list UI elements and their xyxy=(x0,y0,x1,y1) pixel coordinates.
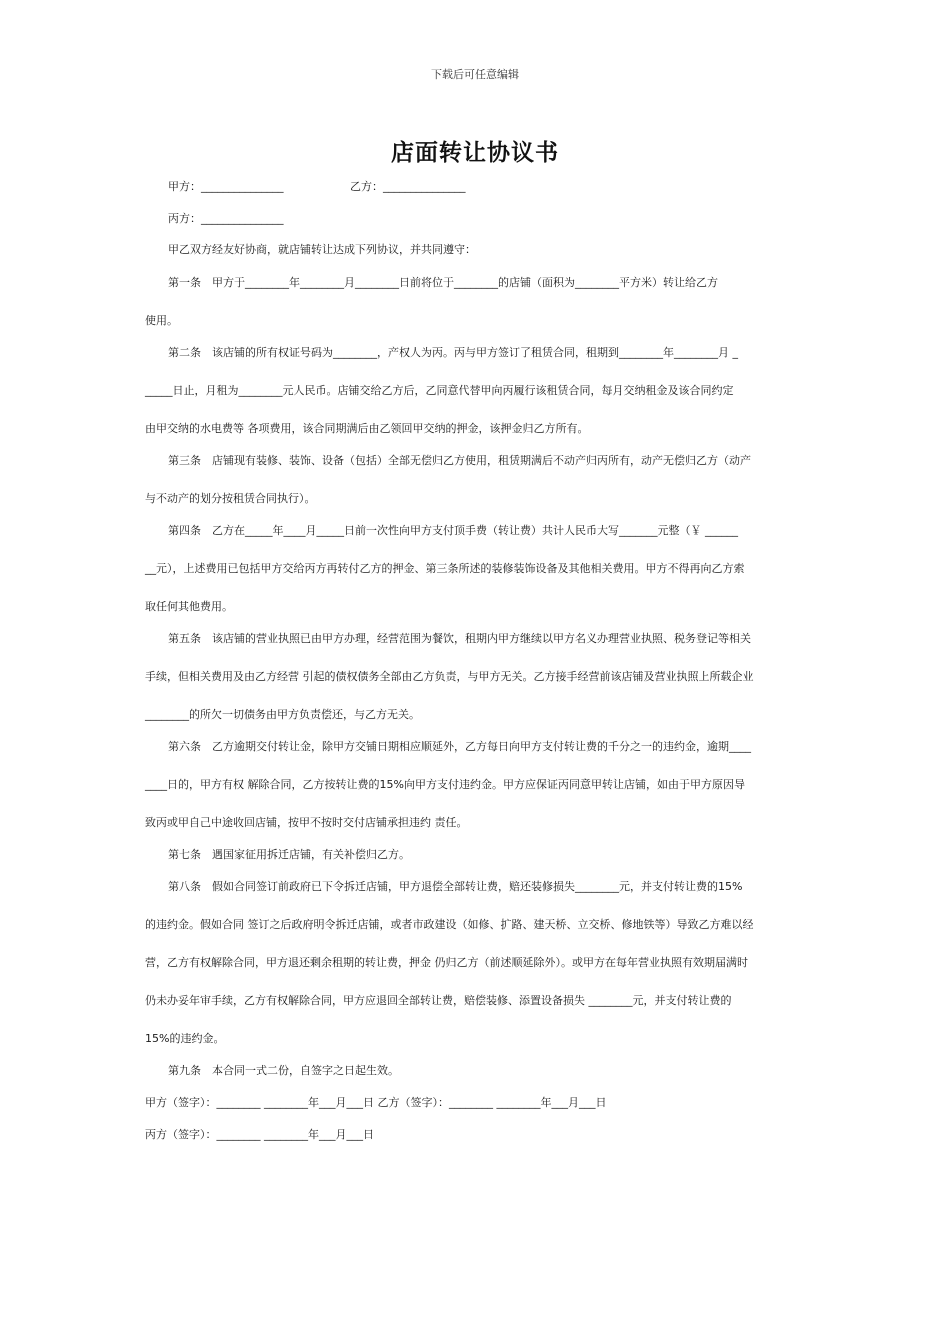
clause-4-line-2: __元），上述费用已包括甲方交给丙方再转付乙方的押金、第三条所述的装修装饰设备及其他相关费用。甲方不得再向乙方索 xyxy=(145,562,745,575)
clause-7: 第七条 遇国家征用拆迁店铺，有关补偿归乙方。 xyxy=(168,848,410,861)
clause-5-line-2: 手续，但相关费用及由乙方经营 引起的债权债务全部由乙方负责，与甲方无关。乙方接手经营前该店铺及营业执照上所载企业 xyxy=(145,670,754,683)
clause-8-line-2: 的违约金。假如合同 签订之后政府明令拆迁店铺，或者市政建设（如修、扩路、建天桥、立交桥、修地铁等）导致乙方难以经 xyxy=(145,918,754,931)
clause-6-line-3: 致丙或甲自己中途收回店铺，按甲不按时交付店铺承担违约 责任。 xyxy=(145,816,468,829)
clause-9: 第九条 本合同一式二份，自签字之日起生效。 xyxy=(168,1064,399,1077)
clause-5-line-3: ________的所欠一切债务由甲方负责偿还，与乙方无关。 xyxy=(145,708,420,721)
clause-1-line-1: 第一条 甲方于________年________月________日前将位于________的店铺（面积为________平方米）转让给乙方 xyxy=(168,276,718,289)
clause-4-line-3: 取任何其他费用。 xyxy=(145,600,233,613)
preamble: 甲乙双方经友好协商，就店铺转让达成下列协议，并共同遵守： xyxy=(168,243,476,256)
signature-line-a-b: 甲方（签字）：________ ________年___月___日 乙方（签字）：________ ________年___月___日 xyxy=(145,1096,607,1109)
clause-2-line-2: _____日止，月租为________元人民币。店铺交给乙方后，乙同意代替甲向丙履行该租赁合同，每月交纳租金及该合同约定 xyxy=(145,384,734,397)
clause-8-line-1: 第八条 假如合同签订前政府已下令拆迁店铺，甲方退偿全部转让费，赔还装修损失________元，并支付转让费的15% xyxy=(168,880,743,893)
clause-4-line-1: 第四条 乙方在_____年____月_____日前一次性向甲方支付顶手费（转让费）共计人民币大写_______元整（￥ ______ xyxy=(168,524,738,537)
clause-8-line-3: 营，乙方有权解除合同，甲方退还剩余租期的转让费，押金 仍归乙方（前述顺延除外）。或甲方在每年营业执照有效期届满时 xyxy=(145,956,748,969)
clause-8-line-4: 仍未办妥年审手续，乙方有权解除合同，甲方应退回全部转让费，赔偿装修、添置设备损失 ________元，并支付转让费的 xyxy=(145,994,732,1007)
party-b-field: 乙方：_______________ xyxy=(350,180,466,193)
party-a-field: 甲方：_______________ xyxy=(168,180,284,193)
clause-8-line-5: 15%的违约金。 xyxy=(145,1032,225,1045)
clause-2-line-3: 由甲交纳的水电费等 各项费用，该合同期满后由乙领回甲交纳的押金，该押金归乙方所有。 xyxy=(145,422,589,435)
clause-6-line-2: ____日的，甲方有权 解除合同，乙方按转让费的15%向甲方支付违约金。甲方应保证丙同意甲转让店铺，如由于甲方原因导 xyxy=(145,778,745,791)
header-note: 下载后可任意编辑 xyxy=(431,68,519,81)
signature-line-c: 丙方（签字）：________ ________年___月___日 xyxy=(145,1128,374,1141)
document-title: 店面转让协议书 xyxy=(391,139,559,166)
clause-5-line-1: 第五条 该店铺的营业执照已由甲方办理，经营范围为餐饮，租期内甲方继续以甲方名义办理营业执照、税务登记等相关 xyxy=(168,632,751,645)
clause-2-line-1: 第二条 该店铺的所有权证号码为________，产权人为丙。丙与甲方签订了租赁合同，租期到________年________月 _ xyxy=(168,346,738,359)
clause-3-line-1: 第三条 店铺现有装修、装饰、设备（包括）全部无偿归乙方使用，租赁期满后不动产归丙所有，动产无偿归乙方（动产 xyxy=(168,454,751,467)
party-c-field: 丙方：_______________ xyxy=(168,212,284,225)
clause-1-line-2: 使用。 xyxy=(145,314,178,327)
clause-3-line-2: 与不动产的划分按租赁合同执行）。 xyxy=(145,492,316,505)
clause-6-line-1: 第六条 乙方逾期交付转让金，除甲方交铺日期相应顺延外，乙方每日向甲方支付转让费的千分之一的违约金，逾期____ xyxy=(168,740,751,753)
